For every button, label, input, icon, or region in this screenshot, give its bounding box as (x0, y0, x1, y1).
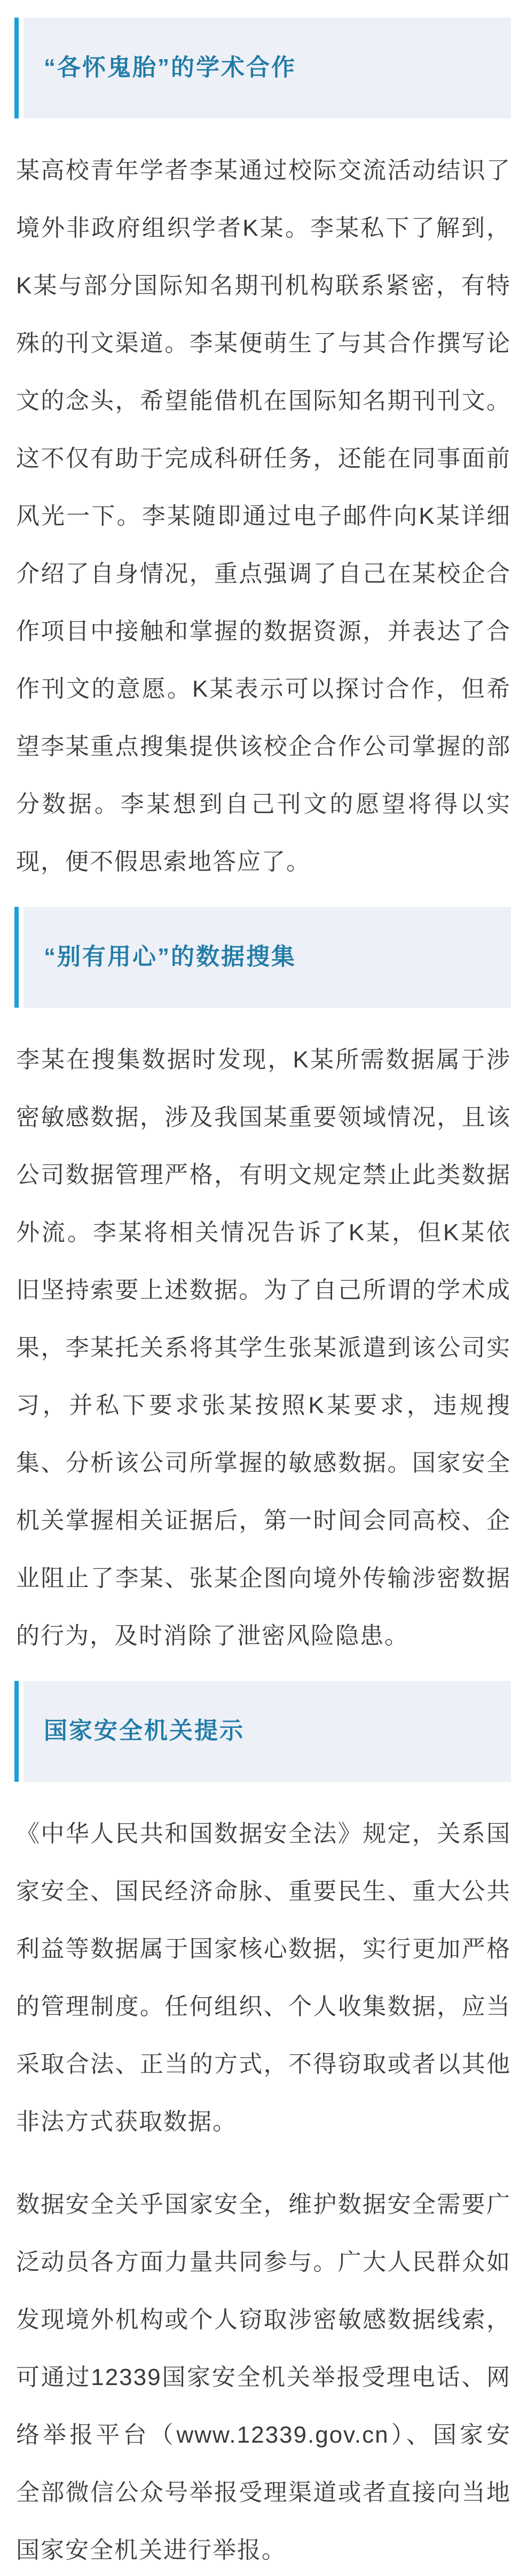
section-header (14, 18, 511, 118)
body-paragraph: 某高校青年学者李某通过校际交流活动结识了境外非政府组织学者K某。李某私下了解到，K某与部分国际知名期刊机构联系紧密，有特殊的刊文渠道。李某便萌生了与其合作撰写论文的念头，希望能借机在国际知名期刊刊文。这不仅有助于完成科研任务，还能在同事面前风光一下。李某随即通过电子邮件向K某详细介绍了自身情况，重点强调了自己在某校企合作项目中接触和掌握的数据资源，并表达了合作刊文的意愿。K某表示可以探讨合作，但希望李某重点搜集提供该校企合作公司掌握的部分数据。李某想到自己刊文的愿望将得以实现，便不假思索地答应了。 (16, 157, 511, 875)
section-title-box (23, 907, 511, 1008)
body-paragraph: 《中华人民共和国数据安全法》规定，关系国家安全、国民经济命脉、重要民生、重大公共利益等数据属于国家核心数据，实行更加严格的管理制度。任何组织、个人收集数据，应当采取合法、正当的方式，不得窃取或者以其他非法方式获取数据。 (16, 1821, 511, 2135)
section-data-collection (0, 907, 527, 1665)
section-academic-cooperation (0, 18, 527, 891)
body-paragraph: 数据安全关乎国家安全，维护数据安全需要广泛动员各方面力量共同参与。广大人民群众如发现境外机构或个人窃取涉密敏感数据线索，可通过12339国家安全机关举报受理电话、网络举报平台（www.12339.gov.cn）、国家安全部微信公众号举报受理渠道或者直接向当地国家安全机关进行举报。 (16, 2191, 511, 2563)
section-security-notice (0, 1681, 527, 2576)
section-title: 国家安全机关提示 (44, 1718, 245, 1744)
section-title: “各怀鬼胎”的学术合作 (44, 54, 296, 81)
section-title: “别有用心”的数据搜集 (44, 944, 296, 970)
accent-bar (14, 907, 19, 1008)
accent-bar (14, 1681, 19, 1782)
accent-bar (14, 18, 19, 118)
section-header (14, 1681, 511, 1782)
section-header (14, 907, 511, 1008)
section-title-box (23, 18, 511, 118)
section-title-box (23, 1681, 511, 1782)
body-paragraph: 李某在搜集数据时发现，K某所需数据属于涉密敏感数据，涉及我国某重要领域情况，且该公司数据管理严格，有明文规定禁止此类数据外流。李某将相关情况告诉了K某，但K某依旧坚持索要上述数据。为了自己所谓的学术成果，李某托关系将其学生张某派遣到该公司实习，并私下要求张某按照K某要求，违规搜集、分析该公司所掌握的敏感数据。国家安全机关掌握相关证据后，第一时间会同高校、企业阻止了李某、张某企图向境外传输涉密数据的行为，及时消除了泄密风险隐患。 (16, 1047, 511, 1649)
